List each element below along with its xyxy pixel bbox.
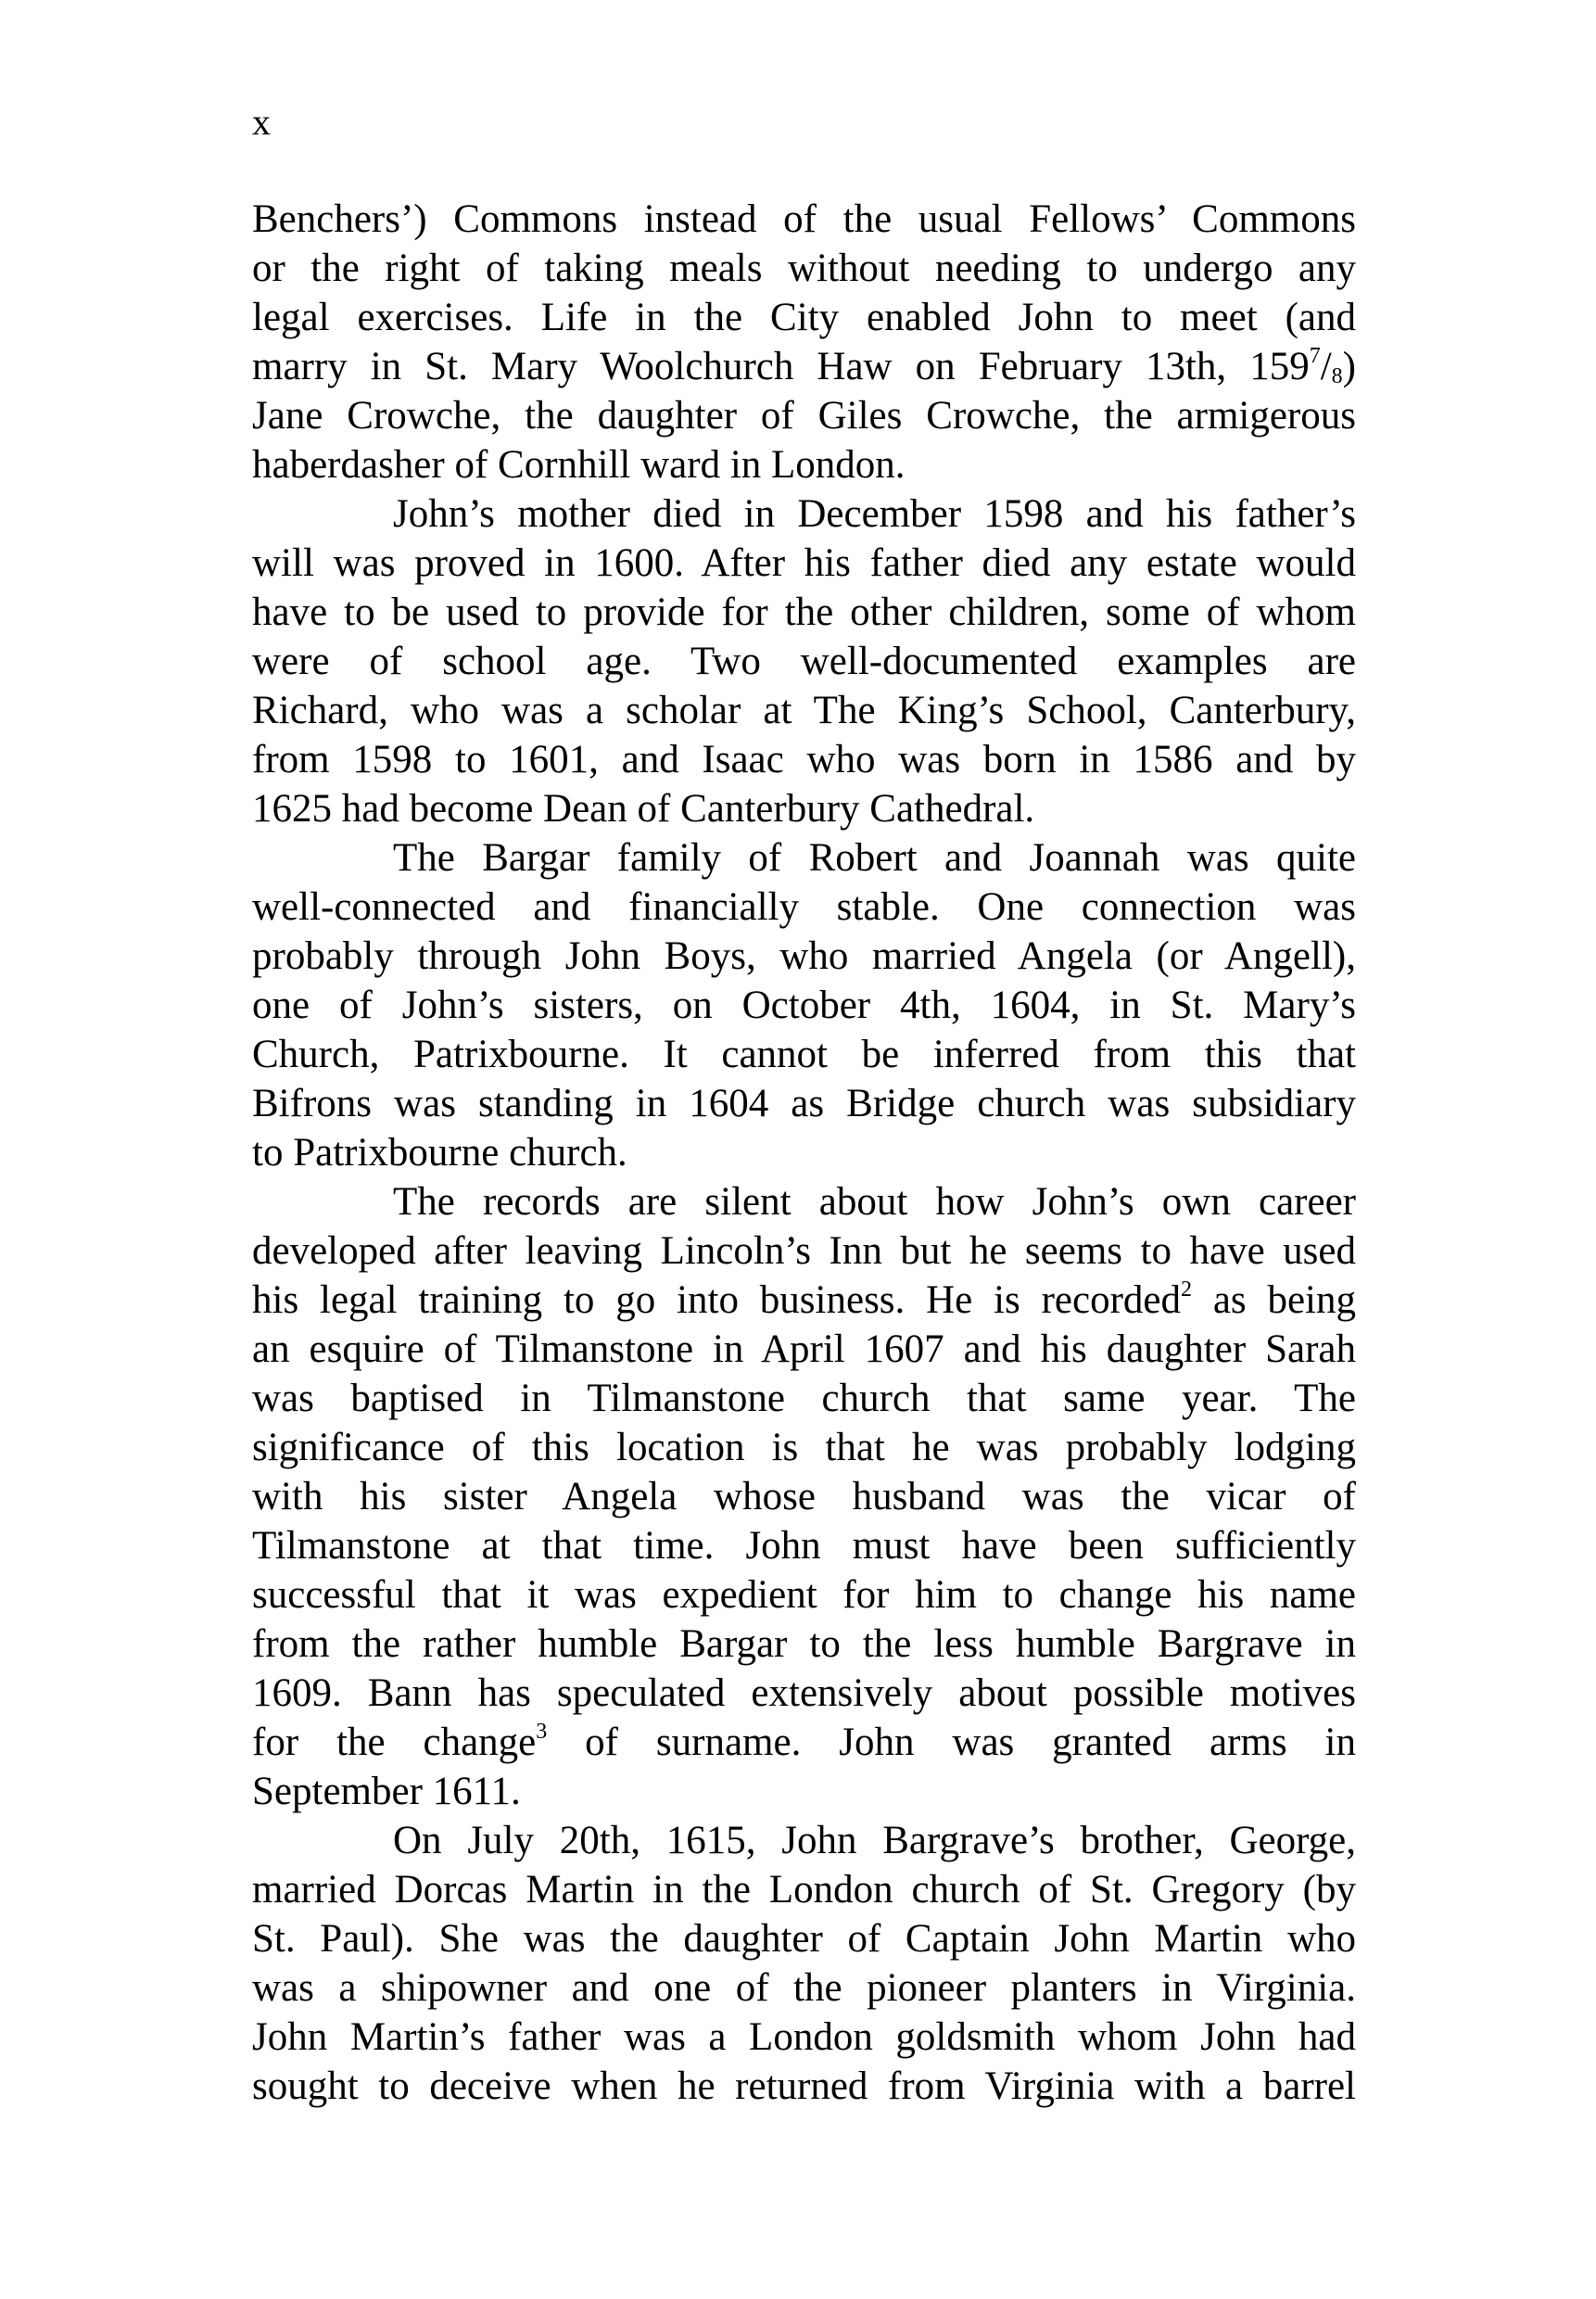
- text-line: Jane Crowche, the daughter of Giles Crowche, the armigerous: [252, 394, 1356, 438]
- text-line: significance of this location is that he was probably lodging: [252, 1426, 1356, 1469]
- body-text: [252, 195, 1356, 2111]
- text-line: [252, 1276, 1356, 1325]
- text-line: sought to deceive when he returned from Virginia with a barrel: [252, 2064, 1356, 2108]
- line-text: his legal training to go into business. He is recorded: [252, 1278, 1181, 1322]
- text-line: will was proved in 1600. After his father died any estate would: [252, 541, 1356, 585]
- fraction-denominator: 8: [1331, 364, 1343, 388]
- line-text: ): [1342, 345, 1356, 388]
- footnote-ref[interactable]: 2: [1180, 1277, 1192, 1302]
- text-line: haberdasher of Cornhill ward in London.: [252, 443, 906, 487]
- text-line: developed after leaving Lincoln’s Inn but he seems to have used: [252, 1229, 1356, 1273]
- page-number: x: [252, 101, 271, 143]
- text-line: Richard, who was a scholar at The King’s School, Canterbury,: [252, 689, 1356, 732]
- text-line: Benchers’) Commons instead of the usual Fellows’ Commons: [252, 197, 1356, 241]
- text-line: John’s mother died in December 1598 and his father’s: [393, 492, 1356, 536]
- fraction-slash: /: [1320, 345, 1332, 388]
- text-line: [252, 342, 1356, 391]
- text-line: with his sister Angela whose husband was the vicar of: [252, 1475, 1356, 1518]
- text-line: successful that it was expedient for him to change his name: [252, 1573, 1356, 1617]
- text-line: Tilmanstone at that time. John must have been sufficiently: [252, 1524, 1356, 1568]
- paragraph: [252, 1816, 1356, 2111]
- paragraph: [252, 1177, 1356, 1816]
- paragraph: [252, 195, 1356, 489]
- text-line: one of John’s sisters, on October 4th, 1604, in St. Mary’s: [252, 984, 1356, 1027]
- text-line: 1625 had become Dean of Canterbury Cathedral.: [252, 787, 1035, 831]
- text-line: well-connected and financially stable. One connection was: [252, 885, 1356, 929]
- text-line: an esquire of Tilmanstone in April 1607 and his daughter Sarah: [252, 1327, 1356, 1371]
- text-line: were of school age. Two well-documented examples are: [252, 640, 1356, 683]
- paragraph: [252, 833, 1356, 1177]
- line-text: for the change: [252, 1721, 537, 1764]
- text-line: Bifrons was standing in 1604 as Bridge church was subsidiary: [252, 1082, 1356, 1125]
- text-line: 1609. Bann has speculated extensively about possible motives: [252, 1671, 1356, 1715]
- text-line: John Martin’s father was a London goldsmith whom John had: [252, 2015, 1356, 2059]
- line-text: marry in St. Mary Woolchurch Haw on February 13th, 159: [252, 345, 1310, 388]
- text-line: September 1611.: [252, 1770, 521, 1813]
- paragraph: [252, 489, 1356, 833]
- text-line: The Bargar family of Robert and Joannah was quite: [393, 836, 1356, 880]
- text-line: The records are silent about how John’s own career: [393, 1180, 1356, 1224]
- text-line: probably through John Boys, who married Angela (or Angell),: [252, 934, 1356, 978]
- text-line: St. Paul). She was the daughter of Captain John Martin who: [252, 1917, 1356, 1961]
- text-line: On July 20th, 1615, John Bargrave’s brother, George,: [393, 1819, 1356, 1862]
- text-line: legal exercises. Life in the City enabled John to meet (and: [252, 296, 1356, 339]
- text-line: married Dorcas Martin in the London church of St. Gregory (by: [252, 1868, 1356, 1912]
- fraction-numerator: 7: [1309, 344, 1321, 368]
- text-line: to Patrixbourne church.: [252, 1131, 627, 1175]
- line-text: as being: [1191, 1278, 1356, 1322]
- text-line: [252, 1718, 1356, 1767]
- footnote-ref[interactable]: 3: [536, 1720, 548, 1744]
- text-line: was a shipowner and one of the pioneer planters in Virginia.: [252, 1966, 1356, 2010]
- text-line: Church, Patrixbourne. It cannot be inferred from this that: [252, 1033, 1356, 1076]
- text-line: was baptised in Tilmanstone church that same year. The: [252, 1377, 1356, 1420]
- text-line: have to be used to provide for the other children, some of whom: [252, 591, 1356, 634]
- text-line: or the right of taking meals without needing to undergo any: [252, 247, 1356, 290]
- text-line: from the rather humble Bargar to the less humble Bargrave in: [252, 1622, 1356, 1666]
- line-text: of surname. John was granted arms in: [547, 1721, 1356, 1764]
- text-line: from 1598 to 1601, and Isaac who was born in 1586 and by: [252, 738, 1356, 781]
